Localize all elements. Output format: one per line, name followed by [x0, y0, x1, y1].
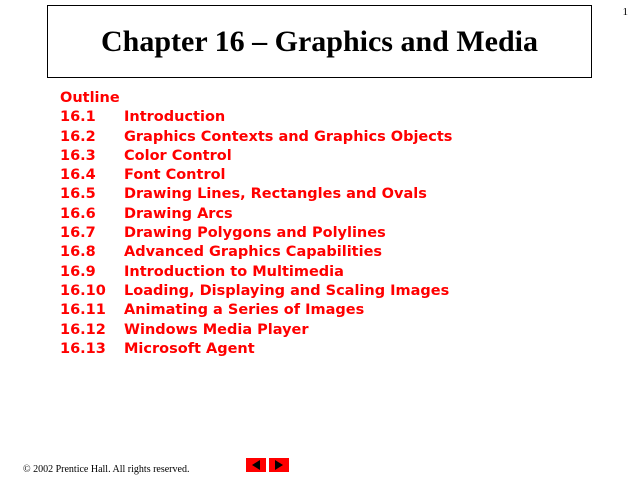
outline-item-label: Drawing Polygons and Polylines — [124, 225, 386, 242]
outline-item-label: Advanced Graphics Capabilities — [124, 244, 383, 261]
outline-item-number: 16.1 — [60, 109, 96, 126]
outline-item — [60, 340, 452, 359]
outline-item-number: 16.13 — [60, 340, 106, 357]
outline-item — [60, 301, 452, 320]
outline-item — [60, 321, 452, 340]
page-number: 1 — [622, 6, 628, 18]
outline-item-number: 16.2 — [60, 128, 96, 145]
outline-item-number: 16.12 — [60, 321, 106, 338]
outline-item — [60, 108, 452, 127]
next-slide-button[interactable] — [269, 458, 289, 472]
outline-heading: Outline — [60, 90, 120, 106]
outline-item-number: 16.4 — [60, 167, 96, 184]
copyright-footer: © 2002 Prentice Hall. All rights reserved. — [23, 464, 190, 475]
outline-item-label: Introduction — [124, 109, 226, 126]
arrow-left-icon — [250, 460, 262, 470]
title-box — [47, 5, 592, 78]
outline-item-label: Drawing Arcs — [124, 205, 233, 222]
slide-navigation — [246, 458, 289, 472]
outline-item — [60, 147, 452, 166]
outline-item — [60, 128, 452, 147]
outline-item-label: Font Control — [124, 167, 226, 184]
outline-item-label: Introduction to Multimedia — [124, 263, 344, 280]
outline-item-number: 16.3 — [60, 147, 96, 164]
outline-item-label: Graphics Contexts and Graphics Objects — [124, 128, 453, 145]
outline-item-number: 16.6 — [60, 205, 96, 222]
outline-item-label: Loading, Displaying and Scaling Images — [124, 282, 450, 299]
outline-item-label: Animating a Series of Images — [124, 302, 365, 319]
outline-item-number: 16.5 — [60, 186, 96, 203]
page-title: Chapter 16 – Graphics and Media — [101, 24, 538, 58]
outline-item — [60, 166, 452, 185]
outline-item-number: 16.8 — [60, 244, 96, 261]
outline-item — [60, 185, 452, 204]
outline-item-label: Windows Media Player — [124, 321, 309, 338]
outline-item-number: 16.10 — [60, 282, 106, 299]
prev-slide-button[interactable] — [246, 458, 266, 472]
outline-item-number: 16.7 — [60, 225, 96, 242]
outline-item-label: Microsoft Agent — [124, 340, 255, 357]
outline-item — [60, 263, 452, 282]
outline-item-label: Drawing Lines, Rectangles and Ovals — [124, 186, 427, 203]
arrow-right-icon — [273, 460, 285, 470]
outline-item-label: Color Control — [124, 147, 232, 164]
outline-item — [60, 224, 452, 243]
outline-item — [60, 282, 452, 301]
outline-item — [60, 243, 452, 262]
outline-item-number: 16.9 — [60, 263, 96, 280]
outline-item-number: 16.11 — [60, 302, 106, 319]
outline-item — [60, 205, 452, 224]
outline — [60, 89, 452, 359]
